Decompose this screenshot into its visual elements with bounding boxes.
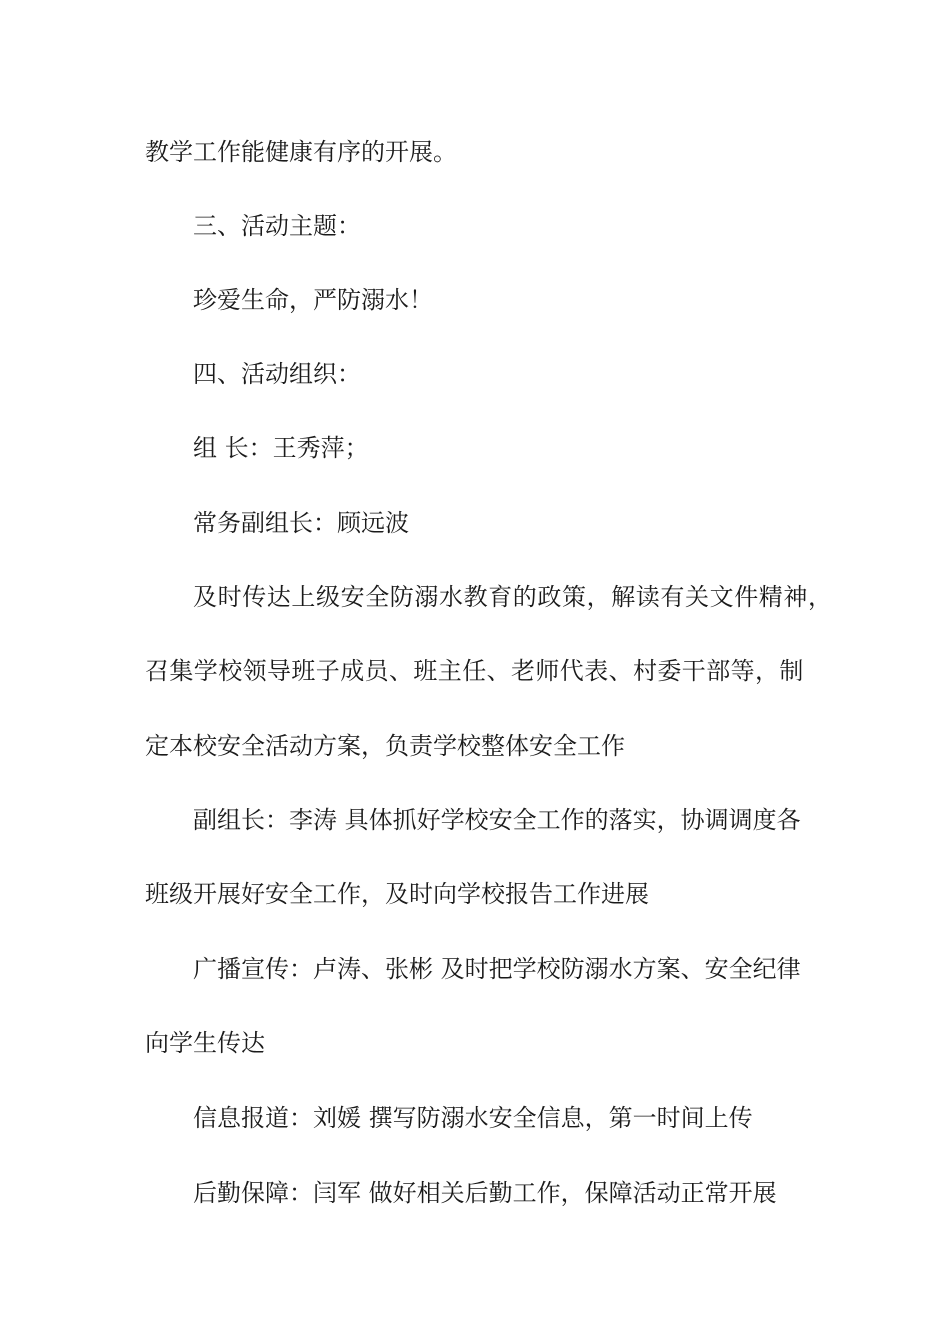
logistics-support: 后勤保障：闫军 做好相关后勤工作，保障活动正常开展 [193,1179,777,1207]
broadcast-publicity-duties: 向学生传达 [145,1029,265,1057]
information-reporting: 信息报道：刘媛 撰写防溺水安全信息，第一时间上传 [193,1104,753,1132]
section-heading-theme: 三、活动主题： [193,212,361,240]
deputy-leader: 副组长：李涛 具体抓好学校安全工作的落实，协调调度各 [193,806,801,834]
executive-deputy-duties-line-3: 定本校安全活动方案，负责学校整体安全工作 [145,732,625,760]
deputy-leader-duties: 班级开展好安全工作，及时向学校报告工作进展 [145,880,649,908]
paragraph-continuation: 教学工作能健康有序的开展。 [145,138,457,166]
theme-slogan: 珍爱生命，严防溺水！ [193,286,433,314]
broadcast-publicity: 广播宣传：卢涛、张彬 及时把学校防溺水方案、安全纪律 [193,955,801,983]
executive-deputy-duties-line-1: 及时传达上级安全防溺水教育的政策，解读有关文件精神， [193,583,833,611]
group-leader: 组 长：王秀萍； [193,434,369,462]
section-heading-organization: 四、活动组织： [193,360,361,388]
executive-deputy-leader: 常务副组长：顾远波 [193,509,409,537]
executive-deputy-duties-line-2: 召集学校领导班子成员、班主任、老师代表、村委干部等，制 [145,657,804,685]
